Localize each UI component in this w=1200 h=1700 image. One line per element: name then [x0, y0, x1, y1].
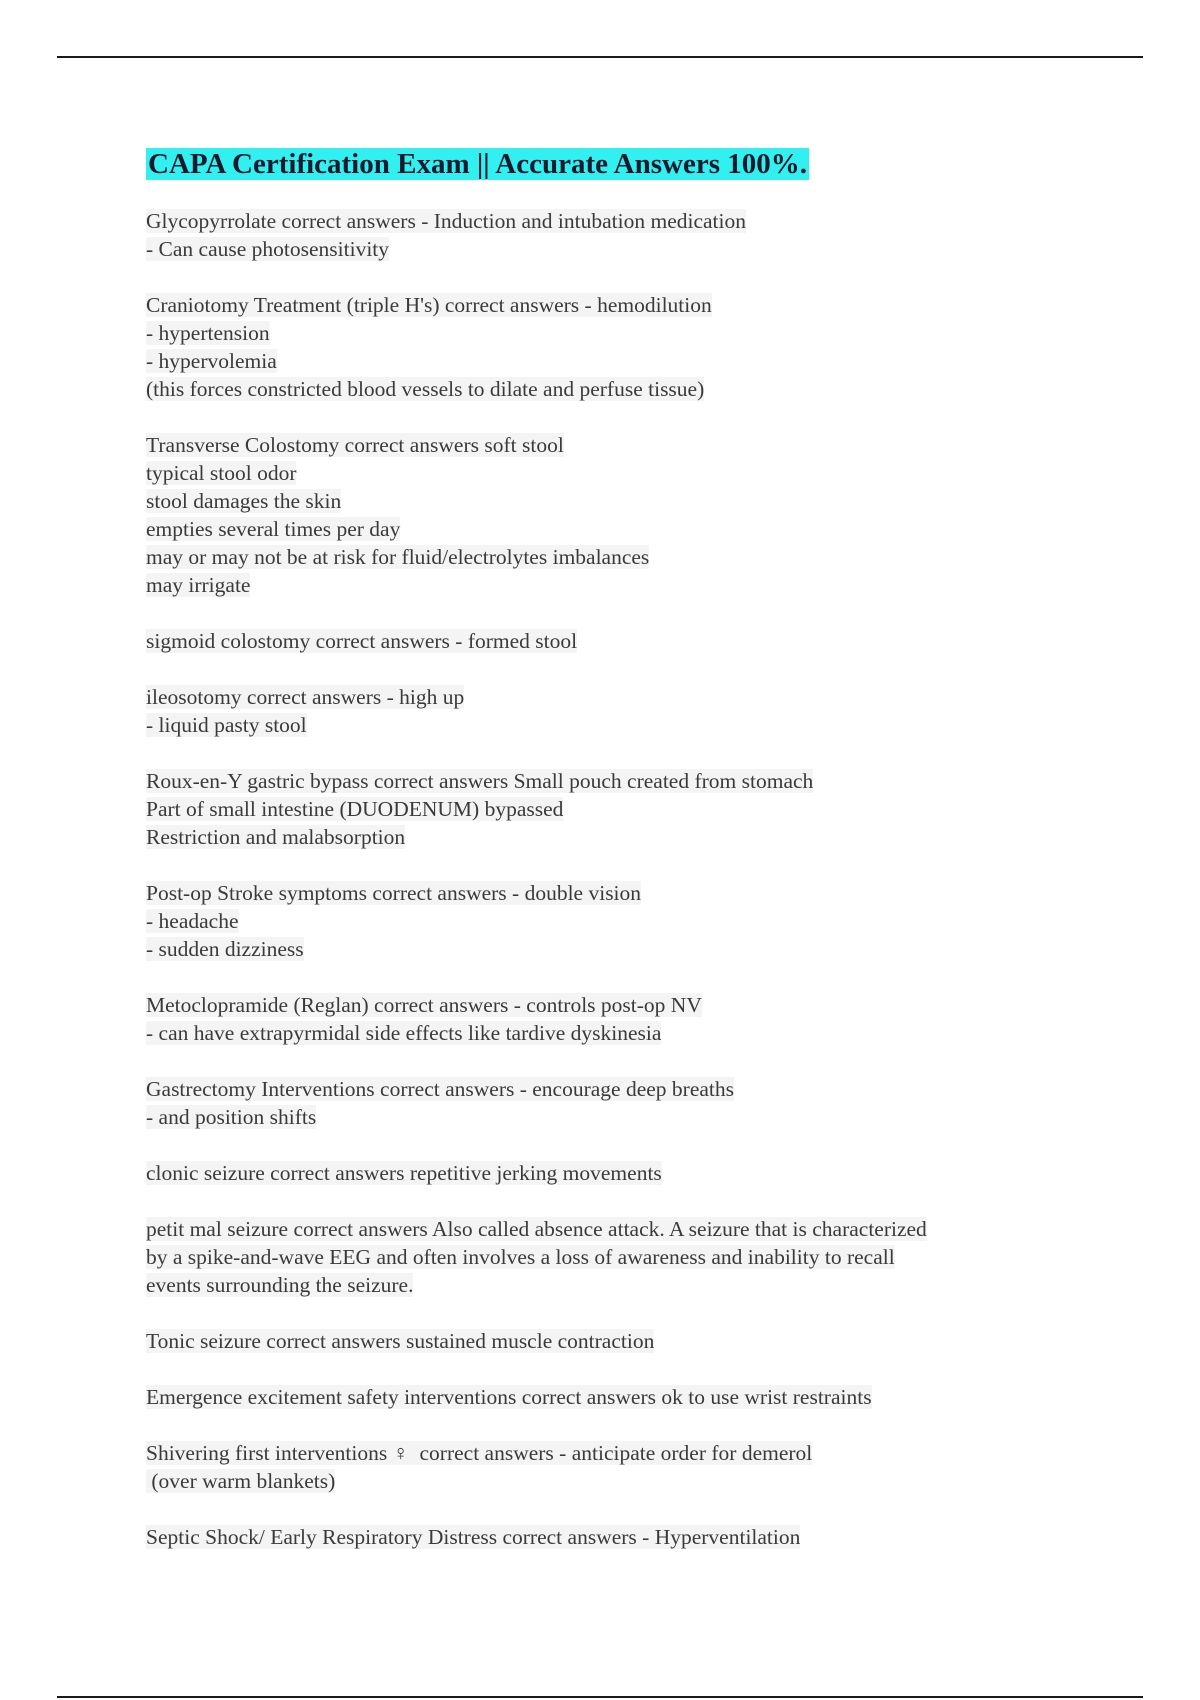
entry-line: stool damages the skin [146, 489, 342, 513]
entry-line: - headache [146, 909, 239, 933]
qa-entry [146, 683, 1046, 739]
entry-line: (this forces constricted blood vessels to dilate and perfuse tissue) [146, 377, 705, 401]
entry-line: - Can cause photosensitivity [146, 237, 390, 261]
entry-line: empties several times per day [146, 517, 401, 541]
entry-line: typical stool odor [146, 461, 297, 485]
entry-line: Tonic seizure correct answers sustained muscle contraction [146, 1329, 655, 1353]
entry-line: Shivering first interventions ♀ correct answers - anticipate order for demerol [146, 1441, 813, 1465]
entry-line: - and position shifts [146, 1105, 317, 1129]
entry-line: Restriction and malabsorption [146, 825, 406, 849]
entry-line: - sudden dizziness [146, 937, 304, 961]
qa-entry [146, 207, 1046, 263]
entry-line: - hypertension [146, 321, 270, 345]
entry-line: Gastrectomy Interventions correct answers - encourage deep breaths [146, 1077, 735, 1101]
entry-line: Post-op Stroke symptoms correct answers - double vision [146, 881, 642, 905]
qa-entry [146, 1159, 1046, 1187]
entry-line: events surrounding the seizure. [146, 1273, 414, 1297]
document-title: CAPA Certification Exam || Accurate Answers 100%. [148, 148, 807, 180]
qa-entry [146, 1439, 1046, 1495]
qa-entry [146, 627, 1046, 655]
entry-line: - hypervolemia [146, 349, 277, 373]
entry-line: Glycopyrrolate correct answers - Induction and intubation medication [146, 209, 747, 233]
qa-entry [146, 1327, 1046, 1355]
entry-line: sigmoid colostomy correct answers - formed stool [146, 629, 578, 653]
entry-line: Part of small intestine (DUODENUM) bypassed [146, 797, 564, 821]
qa-entry [146, 1383, 1046, 1411]
footer-rule [57, 1696, 1143, 1698]
entry-line: Metoclopramide (Reglan) correct answers - controls post-op NV [146, 993, 702, 1017]
entry-line: Transverse Colostomy correct answers soft stool [146, 433, 564, 457]
entry-line: - can have extrapyrmidal side effects like tardive dyskinesia [146, 1021, 662, 1045]
entry-line: may or may not be at risk for fluid/electrolytes imbalances [146, 545, 650, 569]
qa-entry [146, 1215, 1046, 1299]
entry-line: clonic seizure correct answers repetitive jerking movements [146, 1161, 662, 1185]
entry-line: Emergence excitement safety interventions correct answers ok to use wrist restraints [146, 1385, 872, 1409]
entry-line: may irrigate [146, 573, 251, 597]
entry-line: Septic Shock/ Early Respiratory Distress correct answers - Hyperventilation [146, 1525, 801, 1549]
qa-entry [146, 1523, 1046, 1551]
entry-line: Craniotomy Treatment (triple H's) correct answers - hemodilution [146, 293, 712, 317]
entry-line: Roux-en-Y gastric bypass correct answers Small pouch created from stomach [146, 769, 814, 793]
qa-entry [146, 767, 1046, 851]
entry-line: (over warm blankets) [146, 1469, 336, 1493]
entry-line: petit mal seizure correct answers Also called absence attack. A seizure that is characterized [146, 1217, 927, 1241]
entry-line: by a spike-and-wave EEG and often involves a loss of awareness and inability to recall [146, 1245, 895, 1269]
document-body [146, 145, 1046, 1579]
qa-entry [146, 291, 1046, 403]
qa-entry [146, 431, 1046, 599]
entry-line: - liquid pasty stool [146, 713, 307, 737]
qa-entry [146, 991, 1046, 1047]
entry-line: ileosotomy correct answers - high up [146, 685, 465, 709]
qa-entry [146, 1075, 1046, 1131]
qa-entry [146, 879, 1046, 963]
header-rule [57, 56, 1143, 58]
